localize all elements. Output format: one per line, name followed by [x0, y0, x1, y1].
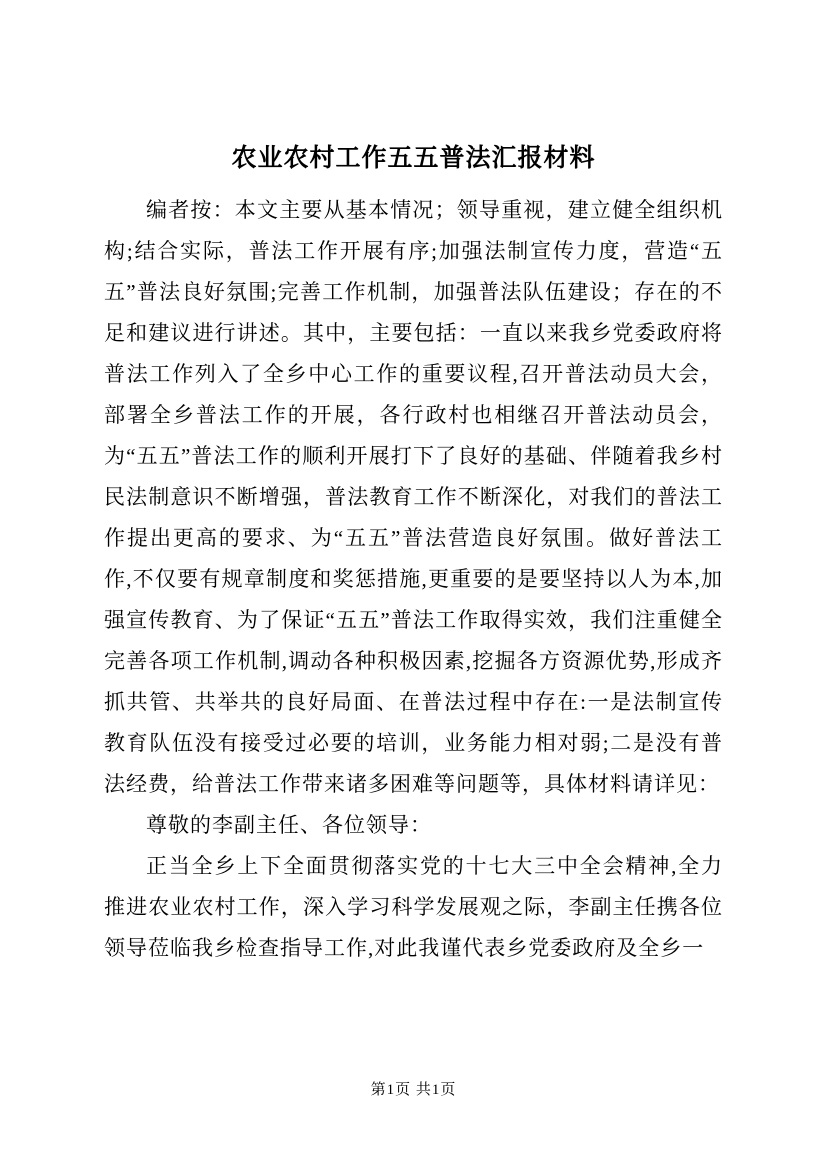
document-title: 农业农村工作五五普法汇报材料 — [231, 145, 596, 172]
page-number-indicator: 第1页 共1页 — [370, 1082, 457, 1098]
paragraph-body-opening: 正当全乡上下全面贯彻落实党的十七大三中全会精神,全力推进农业农村工作，深入学习科学发展观之际，李副主任携各位领导莅临我乡检查指导工作,对此我谨代表乡党委政府及全乡一 — [104, 854, 723, 960]
paragraph-salutation: 尊敬的李副主任、各位领导： — [146, 813, 432, 837]
paragraph-editor-note: 编者按：本文主要从基本情况；领导重视，建立健全组织机构;结合实际，普法工作开展有序;加强法制宣传力度，营造“五五”普法良好氛围;完善工作机制，加强普法队伍建设；存在的不足和建议进行讲述。其中，主要包括：一直以来我乡党委政府将普法工作列入了全乡中心工作的重要议程,召开普法动员大会，部署全乡普法工作的开展，各行政村也相继召开普法动员会，为“五五”普法工作的顺利开展打下了良好的基础、伴随着我乡村民法制意识不断增强，普法教育工作不断深化，对我们的普法工作提出更高的要求、为“五五”普法营造良好氛围。做好普法工作,不仅要有规章制度和奖惩措施,更重要的是要坚持以人为本,加强宣传教育、为了保证“五五”普法工作取得实效，我们注重健全完善各项工作机制,调动各种积极因素,挖掘各方资源优势,形成齐抓共管、共举共的良好局面、在普法过程中存在:一是法制宣传教育队伍没有接受过必要的培训，业务能力相对弱;二是没有普法经费，给普法工作带来诸多困难等问题等，具体材料请详见： — [104, 198, 723, 796]
